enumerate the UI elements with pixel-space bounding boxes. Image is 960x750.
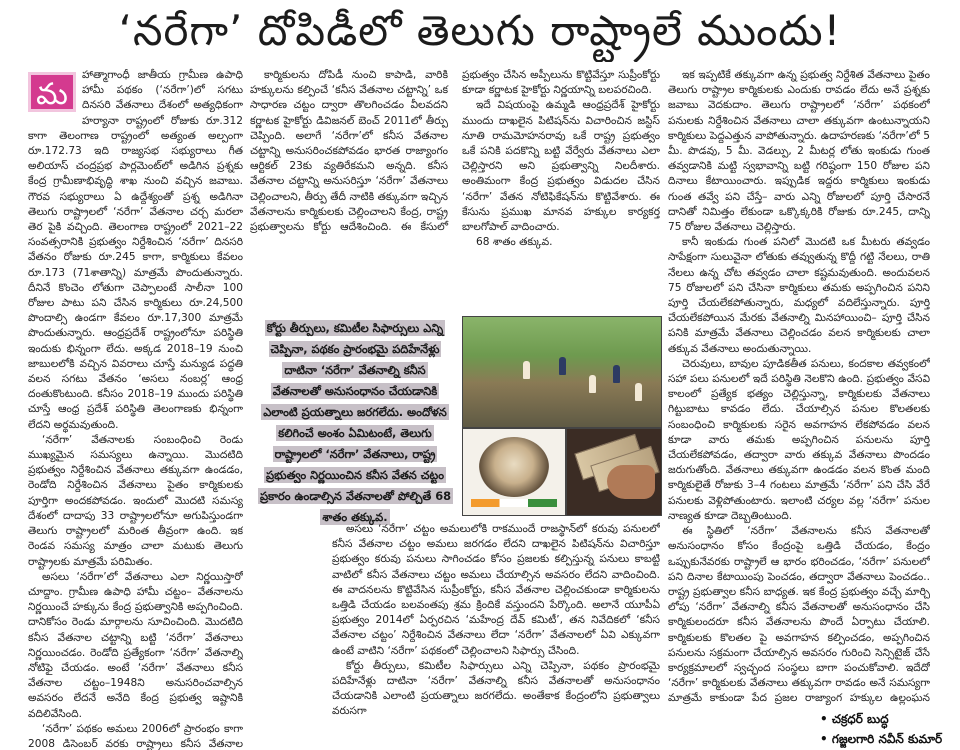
pull-quote-text: కోర్టు తీర్పులు, కమిటీల సిఫార్సులు ఎన్ని చెప్పినా, పథకం ప్రారంభమై పదిహేనేళ్లు దాటినా ‘నరేగా’ వేతనాల్ని కనీస వేతనాలతో అనుసంధానం చేయడానికి ఎలాంటి ప్రయత్నాలు జరగలేదు. అందోళన కలిగించే అంశం ఏమిటంటే, తెలుగు రాష్ట్రాలలో ‘నరేగా’ వేతనాలు, రాష్ట్ర ప్రభుత్వం నిర్ణయించిన కనీస వేతన చట్టం ప్రకారం ఉండాల్సిన వేతనాలతో పోల్చితే 68 శాతం తక్కువ. (260, 321, 452, 524)
worker-figure (559, 357, 566, 375)
field-workers-photo (462, 316, 662, 428)
paragraph: కానీ ఇంకుడు గుంత పనిలో మొదటి ఒక మీటరు తవ్వడం సాపేక్షంగా సులువైనా లోతుకు తవ్వుతున్న కొద్దీ గట్టి నేలలు, రాతి నేలలు ఉన్న చోట తవ్వడం చాలా కష్టమవుతుంది. అందువలన 75 రోజులలో పని చేసినా కార్మికులు తమకు అప్పగించిన పనిని పూర్తి చేయలేకపోతున్నారు, మధ్యలో వదిలేస్తున్నారు. పూర్తి చేయలేకపోయిన మేరకు వేతనాల్ని మినహాయించి– పూర్తి చేసిన పనికి మాత్రమే వేతనాలు చెల్లించడం వలన కార్మికులకు చాలా తక్కువ వేతనాలు అందుతున్నాయి. (668, 236, 930, 355)
article-columns-2-3-top (250, 68, 660, 308)
photo-collage (462, 316, 662, 516)
worker-figure (613, 365, 620, 383)
gandhi-logo-photo (462, 428, 566, 516)
hand-icon (607, 465, 655, 499)
article-column-4 (668, 68, 930, 706)
worker-figure (523, 361, 530, 379)
paragraph: కోర్టు తీర్పులు, కమిటీల సిఫార్సులు ఎన్ని చెప్పినా, పథకం ప్రారంభమై పదిహేనేళ్లు దాటినా ‘నరేగా’ వేతనాల్ని కనీస వేతనాలతో అనుసంధానం చేయడానికి ఎలాంటి ప్రయత్నాలు జరగలేదు. అంతేకాక కేంద్రంలోని ప్రభుత్వాలు వరుసగా (332, 659, 660, 718)
paragraph: ఇక ఇప్పటికే తక్కువగా ఉన్న ప్రభుత్వ నిర్దేశిత వేతనాలు పైతం తెలుగు రాష్ట్రాల కార్మికులకు ఎందుకు రావడం లేదు అనే ప్రశ్నకు జవాబు వెదకుదాం. తెలుగు రాష్ట్రాలలో ‘నరేగా’ పథకంలో పనులకు నిర్దేశించిన వేతనాలు చాలా తక్కువగా ఉంటున్నాయని కార్మికులు పెద్దఎత్తున వాపోతున్నారు. ఉదాహరణకు ‘నరేగా’లో 5 మీ. పొడవు, 5 మీ. వెడల్పు, 2 మీటర్ల లోతు ఇంకుడు గుంత తవ్వడానికి మట్టి స్వభావాన్ని బట్టి గరిష్ఠంగా 150 రోజుల పని దినాలు కేటాయించారు. ఇప్పుడిక ఇద్దరు కార్మికులు ఇంకుడు గుంత తవ్వే పని చేస్తే– వారు ఎన్ని రోజులలో పూర్తి చేసారనే దానితో నిమిత్తం లేకుండా ఒక్కొక్కరికి రోజుకు రూ.245, దాన్ని 75 రోజుల వేతనాలు చెల్లిస్తారు. (668, 69, 930, 234)
currency-photo (566, 428, 662, 516)
gandhi-portrait-icon (479, 437, 549, 497)
worker-figure (635, 383, 642, 401)
paragraph: కార్మికులను దోపిడీ నుంచి కాపాడి, వారికి హక్కులను కల్పించే ‘కనీస వేతనాల చట్టాన్ని’ ఒక సాధారణ చట్టం ద్వారా తొలగించడం వీలవదని కర్ణాటక హైకోర్టు డివిజనల్ బెంచ్ 2011లో తీర్పు చెప్పింది. అలాగే ‘నరేగా’లో కనీస వేతనాల చట్టాన్ని అనుసరించకపోవడం భారత రాజ్యాంగం ఆర్టికల్ 23కు వ్యతిరేకమని అన్నది. కనీస వేతనాల చట్టాన్ని అనుసరిస్తూ ‘నరేగా’ వేతనాలు చెల్లించాలని, తీర్పు తేదీ నాటికి తక్కువగా ఇచ్చిన వేతనాలను కార్మికులకు చెల్లించాలని కేంద్ర, రాష్ట్ర ప్రభుత్వాలను కోర్టు ఆదేశించింది. ఈ కేసులో ప్రభుత్వం చేసిన అప్పీలును కొట్టివేస్తూ సుప్రీంకోర్టు కూడా కర్ణాటక హైకోర్టు నిర్ణయాన్ని బలపరచింది. (250, 69, 660, 234)
paragraph: అసలు ‘నరేగా’ చట్టం అమలులోకి రాకముందే రాజస్థాన్‌లో కరువు పనులలో కనీస వేతనాల చట్టం అమలు జరగడం లేదని దాఖలైన పిటిషన్‌ను విచారిస్తూ ప్రభుత్వం కరువు పనులు సాగించడం కోసం ప్రజలకు కల్పిస్తున్న పనులు కాబట్టి వాటిలో కనీస వేతనాలు చట్టం అమలు చేయాల్సిన అవసరం లేదని వాదించింది. ఈ వాదనలను కొట్టివేసిన సుప్రీంకోర్టు, కనీస వేతనాల చెల్లించకుండా కార్మికులను ఒత్తిడి చేయడం బలవంతపు శ్రమ క్రిందికే వస్తుందని పేర్కొంది. అలానే యూపీఏ ప్రభుత్వం 2014లో ఏర్పరచిన ‘మహేంద్ర దేవ్ కమిటీ’, తన నివేదికలో ‘కనీస వేతనాల చట్టం’ నిర్దేశించిన వేతనాలు లేదా ‘నరేగా’ వేతనాలలో ఏవి ఎక్కువగా ఉంటే వాటిని ‘నరేగా’ పథకంలో చెల్లించాలని సిఫార్సు చేసింది. (332, 523, 660, 657)
paragraph: ‘నరేగా’ వేతనాలకు సంబంధించి రెండు ముఖ్యమైన సమస్యలు ఉన్నాయి. మొదటిది ప్రభుత్వం నిర్దేశించిన వేతనాలు తక్కువగా ఉండడం, రెండోది నిర్దేశించిన వేతనాలు పైతం కార్మికులకు పూర్తిగా అందకపోవడం. ఇందులో మొదటి సమస్య దేశంలో దాదాపు 33 రాష్ట్రాలలోనూ అగుపిస్తుండగా తెలుగు రాష్ట్రాలలో మరింత తీవ్రంగా ఉంది. ఇక రెండవ సమస్య మాత్రం చాలా మటుకు తెలుగు రాష్ట్రాలకు మాత్రమే పరిమితం. (28, 433, 243, 568)
paragraph: చెరువులు, బావుల పూడికతీత పనులు, కందకాల తవ్వకంలో సహా పలు పనులలో ఇదే పరిస్థితి నెలకొని ఉంది. ప్రభుత్వం వేసవి కాలంలో ప్రత్యేక భత్యం చెల్లిస్తున్నా, కార్మికులకు వేతనాలు గిట్టుబాటు కావడం లేదు. చేయాల్సిన పనుల కొలతలకు సంబంధించి కార్మికులకు సరైన అవగాహన లేకపోవడం వలన కూడా వారు తమకు అప్పగించిన పనులను పూర్తి చేయలేకపోవడం, తద్వారా వారు తక్కువ వేతనాలు పొందడం జరుగుతోంది. వేతనాలు తక్కువగా ఉండడం వలన కొంత మంది కార్మికులైతే రోజుకు 3–4 గంటలు మాత్రమే ‘నరేగా’ పని చేసి వేరే పనులకు వెళ్లిపోతుంటారు. ఇలాంటి చర్యల వల్ల ‘నరేగా’ పనుల నాణ్యత కూడా దెబ్బతింటుంది. (668, 357, 930, 522)
author-byline-2: • గజ్జలగారి నవీన్ కుమార్ (820, 732, 943, 746)
headline: ‘నరేగా’ దోపిడీలో తెలుగు రాష్ట్రాలే ముందు! (118, 6, 842, 55)
article-column-1 (28, 68, 243, 750)
pull-quote (254, 316, 456, 524)
paragraph: ‘నరేగా’ పథకం అమలు 2006లో ప్రారంభం కాగా 2008 డిసెంబర్ వరకు రాష్ట్రాలు కనీస వేతనాల (28, 722, 243, 750)
article-columns-2-3-bottom (332, 522, 660, 750)
paragraph: అసలు ‘నరేగా’లో వేతనాలు ఎలా నిర్ణయిస్తారో చూద్దాం. గ్రామీణ ఉపాధి హామీ చట్టం– వేతనాలను నిర్ణయించే హక్కును కేంద్ర ప్రభుత్వానికి అప్పగించింది. దానికోసం రెండు మార్గాలను సూచించింది. మొదటిది కనీస వేతనాల చట్టాన్ని బట్టి ‘నరేగా’ వేతనాలు నిర్ణయించడం. రెండోది ప్రత్యేకంగా ‘నరేగా’ వేతనాల్ని నోటిఫై చేయడం. అంటే ‘నరేగా’ వేతనాలు కనీస వేతనాల చట్టం–1948ని అనుసరించవాల్సిన అవసరం లేదనే అనేది కేంద్ర ప్రభుత్వ ఇష్టానికి వదిలివేసింది. (28, 570, 243, 720)
paragraph: ఇదే విషయంపై ఉమ్మడి ఆంధ్రప్రదేశ్ హైకోర్టు ముందు దాఖలైన పిటిషన్‌ను విచారించిన జస్టిస్ నూతి రామమోహనరావు ఒకే రాష్ట్ర ప్రభుత్వం ఒకే పనికి పదకొన్ని బట్టి వేర్వేరు వేతనాలు ఎలా చెల్లిస్తారని అని ప్రభుత్వాన్ని నిలదీశారు. అంతిమంగా కేంద్ర ప్రభుత్వం విడుదల చేసిన ‘నరేగా’ వేతన నోటిఫికేషన్‌ను కొట్టివేశారు. ఈ కేసును ప్రముఖ మానవ హక్కుల కార్యకర్త బాలగోపాల్ వాదించారు. (462, 99, 660, 234)
paragraph: హాత్మాగాంధీ జాతీయ గ్రామీణ ఉపాధి హామీ పథకం (‘నరేగా’)లో సగటు దినసరి వేతనాలు దేశంలో అత్యధికంగా హర్యానా రాష్ట్రంలో రోజుకు రూ.312 కాగా తెలంగాణ రాష్ట్రంలో అత్యంత అల్పంగా రూ.172.73 ఇది రాజ్యసభ సభ్యురాలు గీత అలియాస్ చంద్రప్రభ పార్లమెంట్‌లో అడిగిన ప్రశ్నకు కేంద్ర గ్రామీణాభివృద్ధి శాఖ నుంచి వచ్చిన జవాబు. గౌరవ సభ్యురాలు ఏ ఉద్దేశ్యంతో ప్రశ్న అడిగినా తెలుగు రాష్ట్రాలలో ‘నరేగా’ వేతనాల చర్చ మరలా తెర పైకి వచ్చింది. తెలంగాణ రాష్ట్రంలో 2021–22 సంవత్సరానికి ప్రభుత్వం నిర్దేశించిన ‘నరేగా’ దినసరి వేతనం రోజుకు రూ.245 కాగా, కార్మికులు కేవలం రూ.173 (71శాతాన్ని) మాత్రమే పొందుతున్నారు. దీనినే కొంచెం లోతుగా చెప్పాలంటే సాలీనా 100 రోజుల పాటు పని చేసిన కార్మికులు రూ.24,500 పొందాల్సి ఉండగా కేవలం రూ.17,300 మాత్రమే పొందుతున్నారు. ఆంధ్రప్రదేశ్ రాష్ట్రంలోనూ పరిస్థితి ఇందుకు భిన్నంగా లేదు. అక్కడ 2018–19 నుంచి జాబులలోకి వచ్చిన వివరాలు చూస్తే మన్యుడ పద్ధతి వలన సగటు వేతనం ‘అసలు నంబర్ల’ ఆంధ్ర దంతుకొంటుంది. కనీసం 2018–19 ముందు పరిస్థితి చూస్తే ఆంధ్ర ప్రదేశ్ పరిస్థితి తెలంగాణకు భిన్నంగా లేదని అర్థమవుతుంది. (28, 69, 243, 431)
tricolor-band (471, 499, 557, 507)
worker-figure (589, 375, 596, 393)
drop-cap: మ (28, 72, 76, 112)
paragraph: ఈ స్థితిలో ‘నరేగా’ వేతనాలను కనీస వేతనాలతో అనుసంధానం కోసం కేంద్రంపై ఒత్తిడి చేయడం, కేంద్రం ఒప్పుకునేవరకు రాష్ట్రాలే ఆ భారం భరించడం, ‘నరేగా’ పనులలో పని దినాల కేటాయింపు పెంచడం, తద్వారా వేతనాలు పెంచడం.. రాష్ట్ర ప్రభుత్వాల కనీస బాధ్యత. ఇక కేంద్ర ప్రభుత్వం వచ్చే మార్చి లోపు ‘నరేగా’ వేతనాల్ని కనీస వేతనాలతో అనుసంధానం చేసి కార్మికులందరూ కనీస వేతనాలను పొందే ఏర్పాటు చేయాలి. కార్మికులకు కొలతల పై అవగాహన కల్పించడం, అప్పగించిన పనులను సక్రమంగా చేయాల్సిన అవసరం గురించి సెన్సిటైజ్ చేసే కార్యక్రమాలలో స్వచ్ఛంద సంస్థలు బాగా పంచుకోవాలి. ఇదేదో ‘నరేగా’ కార్మికులకు వేతనాలు తక్కువగా రావడం అనే సమస్యగా మాత్రమే కాకుండా పేద ప్రజల రాజ్యాంగ హక్కుల ఉల్లంఘన (668, 525, 930, 705)
paragraph: 68 శాతం తక్కువ. (476, 236, 553, 249)
author-byline-1: • చక్రధర్ బుద్ధ (820, 712, 889, 726)
